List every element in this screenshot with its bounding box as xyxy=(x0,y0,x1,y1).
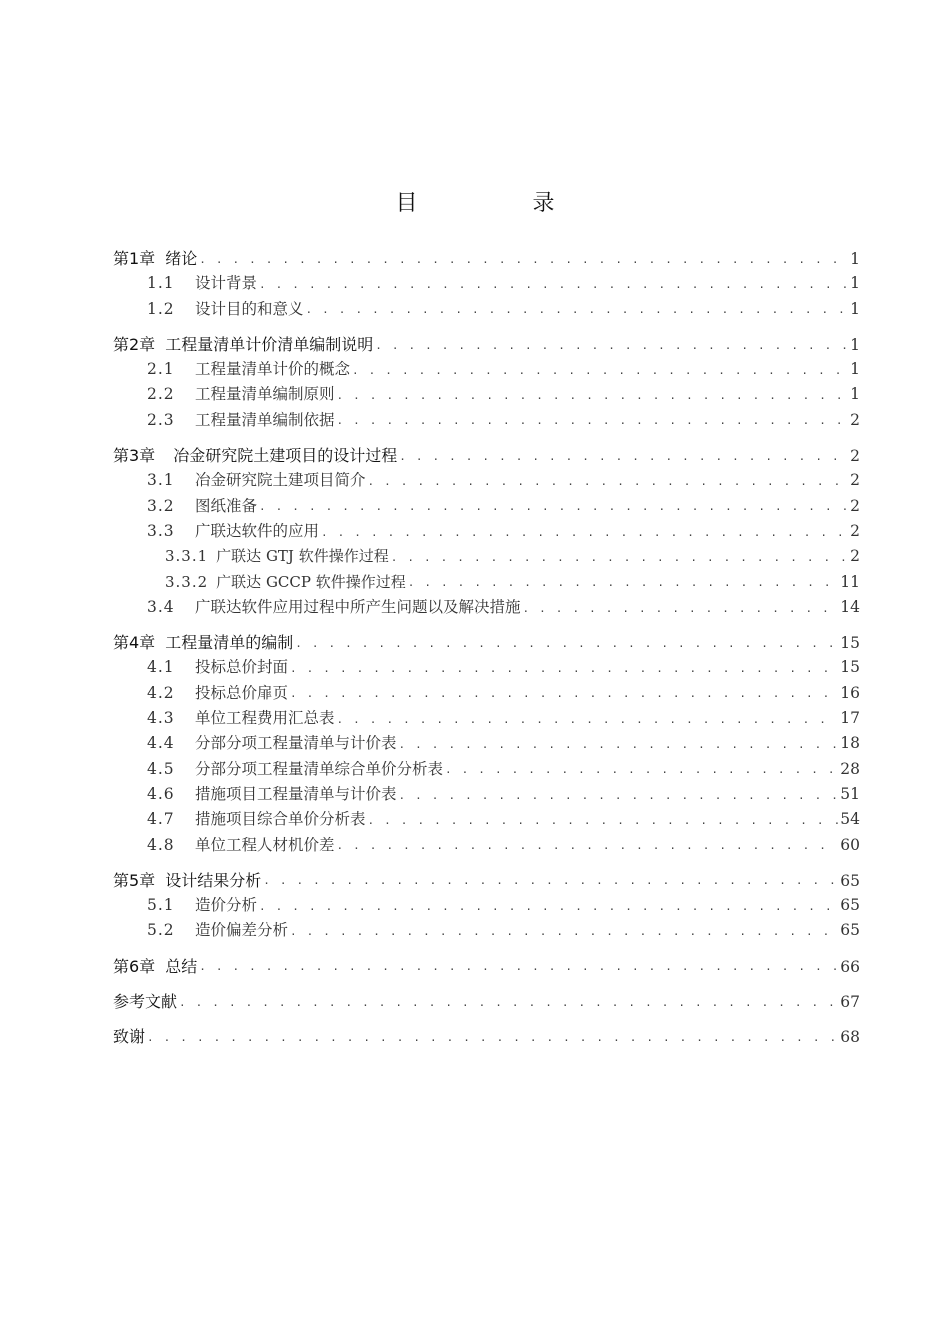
toc-entry-number: 5.2 xyxy=(147,921,175,940)
toc-entry[interactable] xyxy=(113,519,860,544)
dot-leader xyxy=(290,689,838,703)
toc-entry-page-number: 2 xyxy=(850,410,860,429)
toc-entry-page-number: 51 xyxy=(840,784,860,803)
toc-entry[interactable] xyxy=(113,570,860,595)
toc-entry-page-number: 18 xyxy=(840,734,860,753)
toc-entry[interactable] xyxy=(113,681,860,706)
toc-entry-title: 参考文献 xyxy=(113,992,178,1012)
dot-leader xyxy=(408,578,839,592)
dot-leader xyxy=(399,452,848,466)
toc-entry-title: 冶金研究院土建项目的设计过程 xyxy=(173,446,398,466)
toc-entry-page-number: 1 xyxy=(850,360,860,379)
toc-entry-number: 第4章 xyxy=(113,633,156,653)
toc-entry-title: 设计背景 xyxy=(195,274,258,293)
toc-entry-number: 第3章 xyxy=(113,446,156,466)
dot-leader xyxy=(337,416,849,430)
toc-entry-page-number: 60 xyxy=(840,835,860,854)
toc-entry-title: 广联达软件应用过程中所产生问题以及解决措施 xyxy=(195,597,521,616)
toc-entry[interactable] xyxy=(113,782,860,807)
toc-entry-number: 4.6 xyxy=(147,784,175,803)
toc-entry-title: 冶金研究院土建项目简介 xyxy=(195,471,366,490)
toc-entry-page-number: 2 xyxy=(850,521,860,540)
toc-entry-title: 广联达 GCCP 软件操作过程 xyxy=(216,572,406,591)
toc-entry-number: 4.1 xyxy=(147,658,175,677)
toc-entry-number: 第6章 xyxy=(113,956,156,976)
toc-entry[interactable] xyxy=(113,918,860,943)
toc-entry[interactable] xyxy=(113,595,860,620)
toc-entry-title: 致谢 xyxy=(113,1027,146,1047)
toc-entry[interactable] xyxy=(113,332,860,357)
toc-entry-page-number: 16 xyxy=(840,683,860,702)
toc-entry-title: 图纸准备 xyxy=(195,496,258,515)
dot-leader xyxy=(199,962,838,976)
toc-entry-number: 1.2 xyxy=(147,299,175,318)
toc-entry-page-number: 2 xyxy=(850,496,860,515)
toc-entry[interactable] xyxy=(113,807,860,832)
page-title: 目 录 xyxy=(395,191,609,216)
dot-leader xyxy=(337,715,839,729)
table-of-contents xyxy=(113,246,860,1050)
dot-leader xyxy=(295,639,838,653)
dot-leader xyxy=(259,502,848,516)
toc-entry-page-number: 11 xyxy=(840,572,860,591)
dot-leader xyxy=(259,902,838,916)
dot-leader xyxy=(375,341,848,355)
dot-leader xyxy=(337,391,849,405)
toc-entry-title: 投标总价扉页 xyxy=(195,683,289,702)
dot-leader xyxy=(352,366,848,380)
toc-entry-title: 分部分项工程量清单与计价表 xyxy=(195,734,397,753)
toc-entry-number: 2.3 xyxy=(147,410,175,429)
toc-entry-page-number: 65 xyxy=(840,921,860,940)
toc-entry-number: 4.7 xyxy=(147,810,175,829)
toc-entry-number: 3.3 xyxy=(147,521,175,540)
toc-entry-title: 工程量清单计价的概念 xyxy=(195,360,351,379)
toc-entry-page-number: 68 xyxy=(840,1028,860,1047)
toc-entry-title: 设计结果分析 xyxy=(165,870,262,890)
dot-leader xyxy=(199,255,848,269)
toc-entry-number: 4.3 xyxy=(147,709,175,728)
toc-entry[interactable] xyxy=(113,706,860,731)
toc-entry[interactable] xyxy=(113,443,860,468)
toc-entry[interactable] xyxy=(113,246,860,271)
toc-entry-number: 第2章 xyxy=(113,334,156,354)
toc-entry-number: 3.1 xyxy=(147,471,175,490)
toc-entry[interactable] xyxy=(113,408,860,433)
dot-leader xyxy=(445,765,838,779)
toc-entry-title: 措施项目工程量清单与计价表 xyxy=(195,784,397,803)
toc-entry-number: 第5章 xyxy=(113,870,156,890)
toc-entry-number: 2.1 xyxy=(147,360,175,379)
toc-entry[interactable] xyxy=(113,357,860,382)
toc-entry-title: 分部分项工程量清单综合单价分析表 xyxy=(195,759,444,778)
dot-leader xyxy=(290,664,838,678)
toc-entry-page-number: 54 xyxy=(840,810,860,829)
toc-entry-page-number: 2 xyxy=(850,547,860,566)
toc-entry[interactable] xyxy=(113,893,860,918)
toc-entry-page-number: 15 xyxy=(840,658,860,677)
toc-entry[interactable] xyxy=(113,630,860,655)
toc-entry-page-number: 17 xyxy=(840,709,860,728)
toc-entry-title: 单位工程人材机价差 xyxy=(195,835,335,854)
toc-entry-number: 4.5 xyxy=(147,759,175,778)
toc-entry-number: 3.2 xyxy=(147,496,175,515)
toc-entry[interactable] xyxy=(113,544,860,569)
toc-entry[interactable] xyxy=(113,297,860,322)
toc-entry-title: 单位工程费用汇总表 xyxy=(195,709,335,728)
toc-entry-title: 广联达 GTJ 软件操作过程 xyxy=(216,547,389,566)
dot-leader xyxy=(391,553,848,567)
toc-entry-title: 投标总价封面 xyxy=(195,658,289,677)
dot-leader xyxy=(337,841,839,855)
toc-entry[interactable] xyxy=(113,868,860,893)
toc-entry[interactable] xyxy=(113,494,860,519)
dot-leader xyxy=(368,477,849,491)
toc-entry-title: 绪论 xyxy=(165,249,198,268)
toc-entry-page-number: 66 xyxy=(840,957,860,976)
toc-entry-page-number: 67 xyxy=(840,993,860,1012)
toc-entry-page-number: 65 xyxy=(840,896,860,915)
toc-entry-title: 工程量清单的编制 xyxy=(165,633,294,653)
dot-leader xyxy=(399,791,839,805)
toc-entry[interactable] xyxy=(113,954,860,979)
dot-leader xyxy=(368,816,839,830)
dot-leader xyxy=(147,1033,838,1047)
toc-entry-page-number: 1 xyxy=(850,385,860,404)
dot-leader xyxy=(263,876,838,890)
dot-leader xyxy=(290,927,838,941)
toc-entry-title: 造价偏差分析 xyxy=(195,921,289,940)
toc-entry-page-number: 1 xyxy=(850,335,860,354)
dot-leader xyxy=(306,305,849,319)
toc-entry[interactable] xyxy=(113,382,860,407)
toc-entry-page-number: 28 xyxy=(840,759,860,778)
toc-entry-page-number: 2 xyxy=(850,447,860,466)
dot-leader xyxy=(259,280,848,294)
toc-entry-number: 4.8 xyxy=(147,835,175,854)
toc-entry-title: 工程量清单编制原则 xyxy=(195,385,335,404)
toc-entry-title: 工程量清单计价清单编制说明 xyxy=(165,334,374,354)
dot-leader xyxy=(179,998,838,1012)
toc-entry-number: 5.1 xyxy=(147,896,175,915)
dot-leader xyxy=(523,604,839,618)
toc-entry-number: 4.4 xyxy=(147,734,175,753)
toc-entry-page-number: 1 xyxy=(850,299,860,318)
toc-entry-number: 3.3.1 xyxy=(165,547,209,566)
dot-leader xyxy=(321,528,848,542)
toc-entry-title: 广联达软件的应用 xyxy=(195,521,320,540)
toc-entry[interactable] xyxy=(113,833,860,858)
toc-entry[interactable] xyxy=(113,468,860,493)
toc-entry-page-number: 15 xyxy=(840,634,860,653)
toc-entry-number: 1.1 xyxy=(147,274,175,293)
toc-entry[interactable] xyxy=(113,655,860,680)
toc-entry-number: 4.2 xyxy=(147,683,175,702)
toc-entry-title: 设计目的和意义 xyxy=(195,299,304,318)
toc-entry-number: 3.3.2 xyxy=(165,572,209,591)
toc-entry-page-number: 1 xyxy=(850,250,860,268)
toc-entry-page-number: 14 xyxy=(840,597,860,616)
toc-entry[interactable] xyxy=(113,989,860,1014)
dot-leader xyxy=(399,740,839,754)
toc-entry[interactable] xyxy=(113,1024,860,1049)
toc-entry-number: 3.4 xyxy=(147,597,175,616)
toc-entry-number: 2.2 xyxy=(147,385,175,404)
toc-entry[interactable] xyxy=(113,271,860,296)
toc-entry[interactable] xyxy=(113,757,860,782)
toc-entry-title: 措施项目综合单价分析表 xyxy=(195,810,366,829)
toc-entry[interactable] xyxy=(113,731,860,756)
toc-entry-title: 工程量清单编制依据 xyxy=(195,410,335,429)
toc-entry-page-number: 65 xyxy=(840,871,860,890)
toc-entry-title: 总结 xyxy=(165,956,198,976)
toc-entry-page-number: 1 xyxy=(850,274,860,293)
toc-entry-page-number: 2 xyxy=(850,471,860,490)
toc-entry-title: 造价分析 xyxy=(195,896,258,915)
toc-entry-number: 第1章 xyxy=(113,249,156,268)
